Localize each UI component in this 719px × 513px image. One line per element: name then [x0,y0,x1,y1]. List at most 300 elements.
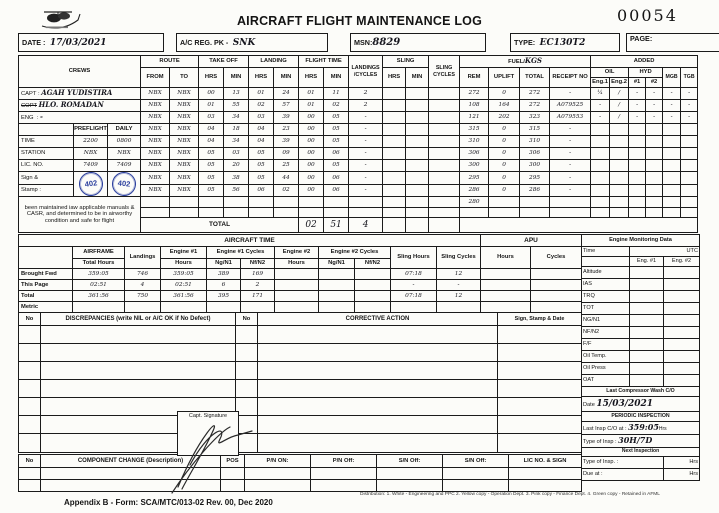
form-cell [443,480,509,492]
form-cell [224,208,249,218]
form-header-cell [19,247,73,269]
form-cell: 39 [274,136,299,148]
form-cell [498,434,582,453]
form-header-cell: LANDING [249,56,299,68]
form-cell: 06 [249,184,274,197]
form-cell: Altitude [582,267,630,279]
form-cell: 04 [249,124,274,136]
form-cell: NBX [170,112,199,124]
form-cell [610,160,629,172]
form-cell [481,269,531,280]
form-header-cell: LANDINGS /CYCLES [349,56,383,88]
form-cell [646,172,663,185]
form-cell: Hrs [664,469,700,481]
form-cell: 12 [437,269,481,280]
form-cell: 2 [241,280,275,291]
form-cell: A079525 [550,100,591,112]
total-flight-hrs: 02 [299,218,324,233]
form-cell: 00 [299,124,324,136]
form-row [582,267,700,279]
form-row [19,235,582,247]
flight-row [19,172,698,185]
form-cell [531,280,582,291]
form-cell [681,197,698,208]
form-header-cell: MGB [663,68,681,88]
form-cell [681,172,698,185]
form-cell [429,88,460,100]
form-cell [355,269,391,280]
form-cell [646,136,663,148]
form-cell [170,208,199,218]
form-cell [236,362,258,380]
form-cell: IAS [582,279,630,291]
form-cell: 39 [274,112,299,124]
form-header-cell: Engine #1 [161,247,207,259]
form-cell: 05 [199,160,224,172]
form-cell: Eng. #2 [664,257,700,267]
form-cell [520,208,550,218]
form-cell: 7409 [108,160,141,172]
form-row [582,279,700,291]
form-cell: 315 [460,124,489,136]
form-cell: 306 [460,148,489,160]
form-cell [498,362,582,380]
form-cell [531,269,582,280]
form-cell [610,148,629,160]
form-header-cell: Sling Hours [391,247,437,269]
form-cell: 0 [489,172,520,185]
form-cell: F/F [582,339,630,351]
form-cell [531,302,582,313]
msn-value: 8829 [372,37,401,48]
form-cell: 34 [224,112,249,124]
form-header-cell: Nf/N2 [241,259,275,269]
form-cell: 295 [520,172,550,185]
form-cell: Sign & [19,172,74,185]
distribution-note: Distribution: 1. White - Engineering and PPC 2. Yellow copy - Operation Dept. 3. Pink copy - Finance Dept. 4. Green copy - Retained in AFML [360,492,660,497]
form-cell: - [349,184,383,197]
form-cell: 6 [207,280,241,291]
form-cell: 01 [299,100,324,112]
crews-header: CREWS [19,56,141,88]
form-cell [663,148,681,160]
form-cell [489,208,520,218]
form-cell [681,184,698,197]
form-row [582,339,700,351]
crew-stamp-daily [108,172,141,197]
component-change-table [18,454,582,492]
form-cell: 00 [299,112,324,124]
flight-row [19,197,698,208]
form-cell [406,160,429,172]
decor: Hrs [658,426,667,433]
form-row [19,247,582,259]
form-cell: 2 [349,100,383,112]
form-cell: NBX [170,160,199,172]
flight-row [19,160,698,172]
form-cell: Oil Press [582,363,630,375]
form-cell [383,112,406,124]
form-cell [498,344,582,362]
form-header-cell: HRS [383,68,406,88]
form-cell: 07:18 [391,269,437,280]
form-cell: 34 [224,136,249,148]
form-cell [319,302,355,313]
form-cell: - [550,184,591,197]
form-cell: 2 [349,88,383,100]
form-cell: 02 [249,100,274,112]
form-cell [299,208,324,218]
form-cell: 24 [274,88,299,100]
form-cell: - [550,136,591,148]
form-header-cell: LIC NO. & SIGN [509,455,582,468]
form-cell: NBX [170,100,199,112]
form-cell: 0 [489,184,520,197]
form-cell: 0 [489,124,520,136]
form-cell: - [349,136,383,148]
form-cell [249,208,274,218]
form-cell [429,100,460,112]
form-cell: 09 [274,148,299,160]
form-cell [377,480,443,492]
form-cell [319,280,355,291]
form-cell [41,344,236,362]
form-cell: 108 [460,100,489,112]
type-value: EC130T2 [539,37,586,48]
form-cell: 00 [199,88,224,100]
form-cell: 169 [241,269,275,280]
form-cell [355,291,391,302]
form-cell: STATION [19,148,74,160]
form-cell: NG/N1 [582,315,630,327]
form-cell [498,326,582,344]
corrective-action-header: CORRECTIVE ACTION [258,313,498,326]
form-cell [681,160,698,172]
date-value: 17/03/2021 [49,37,107,48]
form-cell [629,197,646,208]
copilot-name: HLO. ROMADAN [38,100,104,110]
form-cell: 01 [299,88,324,100]
form-cell [349,208,383,218]
form-cell: 12 [437,291,481,302]
form-header-cell: Engine #2 Cycles [319,247,391,259]
form-cell [429,218,460,233]
form-cell [520,197,550,208]
form-cell [319,269,355,280]
form-cell [630,267,664,279]
form-cell [383,100,406,112]
form-cell [664,267,700,279]
form-cell: 315 [520,124,550,136]
form-header-cell: No [19,313,41,326]
form-cell: 02 [274,184,299,197]
aircraft-time-row [19,291,582,302]
decor: FUEL/ [508,59,525,66]
form-cell: 02 [324,100,349,112]
form-cell [591,184,610,197]
form-cell [664,351,700,363]
flight-row [19,112,698,124]
form-cell [41,362,236,380]
form-cell: NBX [141,88,170,100]
form-cell: NBX [141,172,170,185]
form-row [582,327,700,339]
form-cell: 359:05 [73,269,125,280]
form-header-cell: P/N Off: [311,455,377,468]
form-cell [646,148,663,160]
form-cell: UTC [630,247,700,257]
form-cell: 25 [274,160,299,172]
form-cell: 03 [224,148,249,160]
form-cell [591,172,610,185]
discrepancy-row [19,344,582,362]
form-cell [311,468,377,480]
form-cell [406,218,429,233]
form-cell [663,160,681,172]
form-header-cell: MIN [274,68,299,88]
form-cell [258,344,498,362]
form-cell: 359:05 [161,269,207,280]
form-cell: - [646,100,663,112]
form-cell: 55 [224,100,249,112]
form-cell: 00 [299,172,324,185]
form-cell: 0800 [108,136,141,148]
form-cell: 38 [224,172,249,185]
form-cell: - [349,124,383,136]
form-cell: - [663,112,681,124]
form-cell: TOT [582,303,630,315]
form-cell [681,136,698,148]
form-cell [664,291,700,303]
form-cell: / [610,88,629,100]
decor: Date [583,401,595,408]
apu-title: APU [481,235,582,247]
form-cell: 171 [241,291,275,302]
type-field [510,33,620,52]
engine-monitoring-panel [581,234,699,481]
last-insp-value: 359:05 [628,422,659,433]
form-cell: 02:51 [73,280,125,291]
form-row [582,448,700,457]
date-field [18,33,164,52]
form-cell [610,124,629,136]
form-cell [258,326,498,344]
form-header-cell: Sling Cycles [437,247,481,269]
form-cell [383,218,406,233]
form-cell: - [349,112,383,124]
form-cell [646,197,663,208]
form-cell: - [663,100,681,112]
form-cell: NF/N2 [582,327,630,339]
form-cell [630,291,664,303]
form-cell [582,397,700,412]
form-header-cell: TO [170,68,199,88]
form-cell [646,160,663,172]
form-cell: - [591,112,610,124]
form-header-cell: POS [221,455,245,468]
decor: 402 [111,172,137,197]
form-cell: 0 [489,148,520,160]
form-header-cell: FROM [141,68,170,88]
form-header-cell: MIN [324,68,349,88]
form-cell: LIC. NO. [19,160,74,172]
form-header-cell: Landings [125,247,161,269]
decor: TYPE: [514,38,536,47]
form-cell [391,302,437,313]
form-cell [311,480,377,492]
form-cell: 05 [199,184,224,197]
form-cell: This Page [19,280,73,291]
form-cell [481,291,531,302]
discrepancies-header: DISCREPANCIES (write NIL or A/C OK if No Defect) [41,313,236,326]
form-cell [258,380,498,398]
form-cell: 00 [299,160,324,172]
form-cell [383,160,406,172]
form-cell: 00 [299,136,324,148]
form-cell [481,280,531,291]
form-cell [383,184,406,197]
form-header-cell: UPLIFT [489,68,520,88]
form-cell [443,468,509,480]
form-header-cell: ROUTE [141,56,199,68]
form-cell: NBX [170,184,199,197]
decor [19,88,698,233]
form-cell: 05 [199,172,224,185]
form-cell [630,303,664,315]
form-cell: / [610,100,629,112]
form-header-cell: FLIGHT TIME [299,56,349,68]
form-cell: Time [582,247,630,257]
form-row [582,363,700,375]
form-cell [481,302,531,313]
form-cell: 286 [520,184,550,197]
aircraft-time-table [18,234,582,313]
form-cell: / [610,112,629,124]
compressor-wash-title: Last Compressor Wash C/O [582,387,700,397]
form-cell: - [681,88,698,100]
form-cell [663,208,681,218]
form-cell: 06 [324,184,349,197]
form-cell [664,375,700,387]
form-row [582,435,700,448]
form-cell: 361:56 [161,291,207,302]
form-cell [429,124,460,136]
form-row [19,56,698,68]
form-cell: 389 [207,269,241,280]
form-cell [383,148,406,160]
form-cell: ¼ [591,88,610,100]
form-cell [383,88,406,100]
form-cell: Type of Insp. : [582,457,664,469]
form-cell [383,197,406,208]
form-cell [646,124,663,136]
decor: Last Insp C/O at : [583,426,627,433]
decor: DATE : [22,38,46,47]
form-header-cell: Eng.1 [591,78,610,88]
form-cell [19,326,41,344]
form-cell [591,136,610,148]
form-cell: 164 [489,100,520,112]
form-cell: 310 [520,136,550,148]
form-cell [236,380,258,398]
decor: CAPT [21,91,37,98]
form-cell [429,148,460,160]
form-cell [610,172,629,185]
captain-signature [160,405,280,495]
form-cell: 361:56 [73,291,125,302]
form-cell [591,124,610,136]
form-cell [664,279,700,291]
form-cell: 300 [460,160,489,172]
form-cell: NBX [170,136,199,148]
form-cell [591,160,610,172]
form-cell: 23 [274,124,299,136]
flight-log-table [18,55,698,233]
form-cell [241,302,275,313]
form-cell [498,416,582,434]
form-header-cell: HRS [199,68,224,88]
form-cell: 03 [199,112,224,124]
aircraft-time-row [19,269,582,280]
form-cell: 272 [520,88,550,100]
form-cell [582,257,630,267]
form-cell [319,291,355,302]
decor: COPT [21,103,37,110]
form-cell [275,269,319,280]
form-cell: 04 [199,136,224,148]
form-cell [406,112,429,124]
form-cell: - [629,100,646,112]
fuel-unit-handwritten: KGS [524,56,542,66]
form-cell [349,197,383,208]
form-cell: - [629,112,646,124]
form-cell [19,468,41,480]
aircraft-time-row [19,280,582,291]
form-header-cell: Ng/N1 [319,259,355,269]
form-cell [664,315,700,327]
form-cell [610,208,629,218]
form-cell [629,172,646,185]
form-header-cell: SLING [383,56,429,68]
form-cell [610,197,629,208]
form-cell: - [550,124,591,136]
form-cell: NBX [108,148,141,160]
form-cell: 121 [460,112,489,124]
form-cell [383,136,406,148]
form-header-cell: Ng/N1 [207,259,241,269]
form-cell [224,197,249,208]
total-landings: 4 [349,218,383,233]
form-cell [207,302,241,313]
decor [19,56,698,88]
form-cell [629,160,646,172]
form-cell: - [437,280,481,291]
form-cell [274,208,299,218]
form-row [582,387,700,397]
discrepancy-row [19,362,582,380]
form-cell [383,124,406,136]
form-cell [489,197,520,208]
form-cell: 272 [460,88,489,100]
form-cell: 05 [324,112,349,124]
form-cell: NBX [141,100,170,112]
form-cell [275,280,319,291]
form-cell [630,363,664,375]
engine-monitoring-title: Engine Monitoring Data [582,235,700,247]
form-reference: Appendix B - Form: SCA/MTC/013-02 Rev. 00, Dec 2020 [64,498,273,507]
form-cell: Stamp : [19,184,74,197]
form-cell: 02:51 [161,280,207,291]
